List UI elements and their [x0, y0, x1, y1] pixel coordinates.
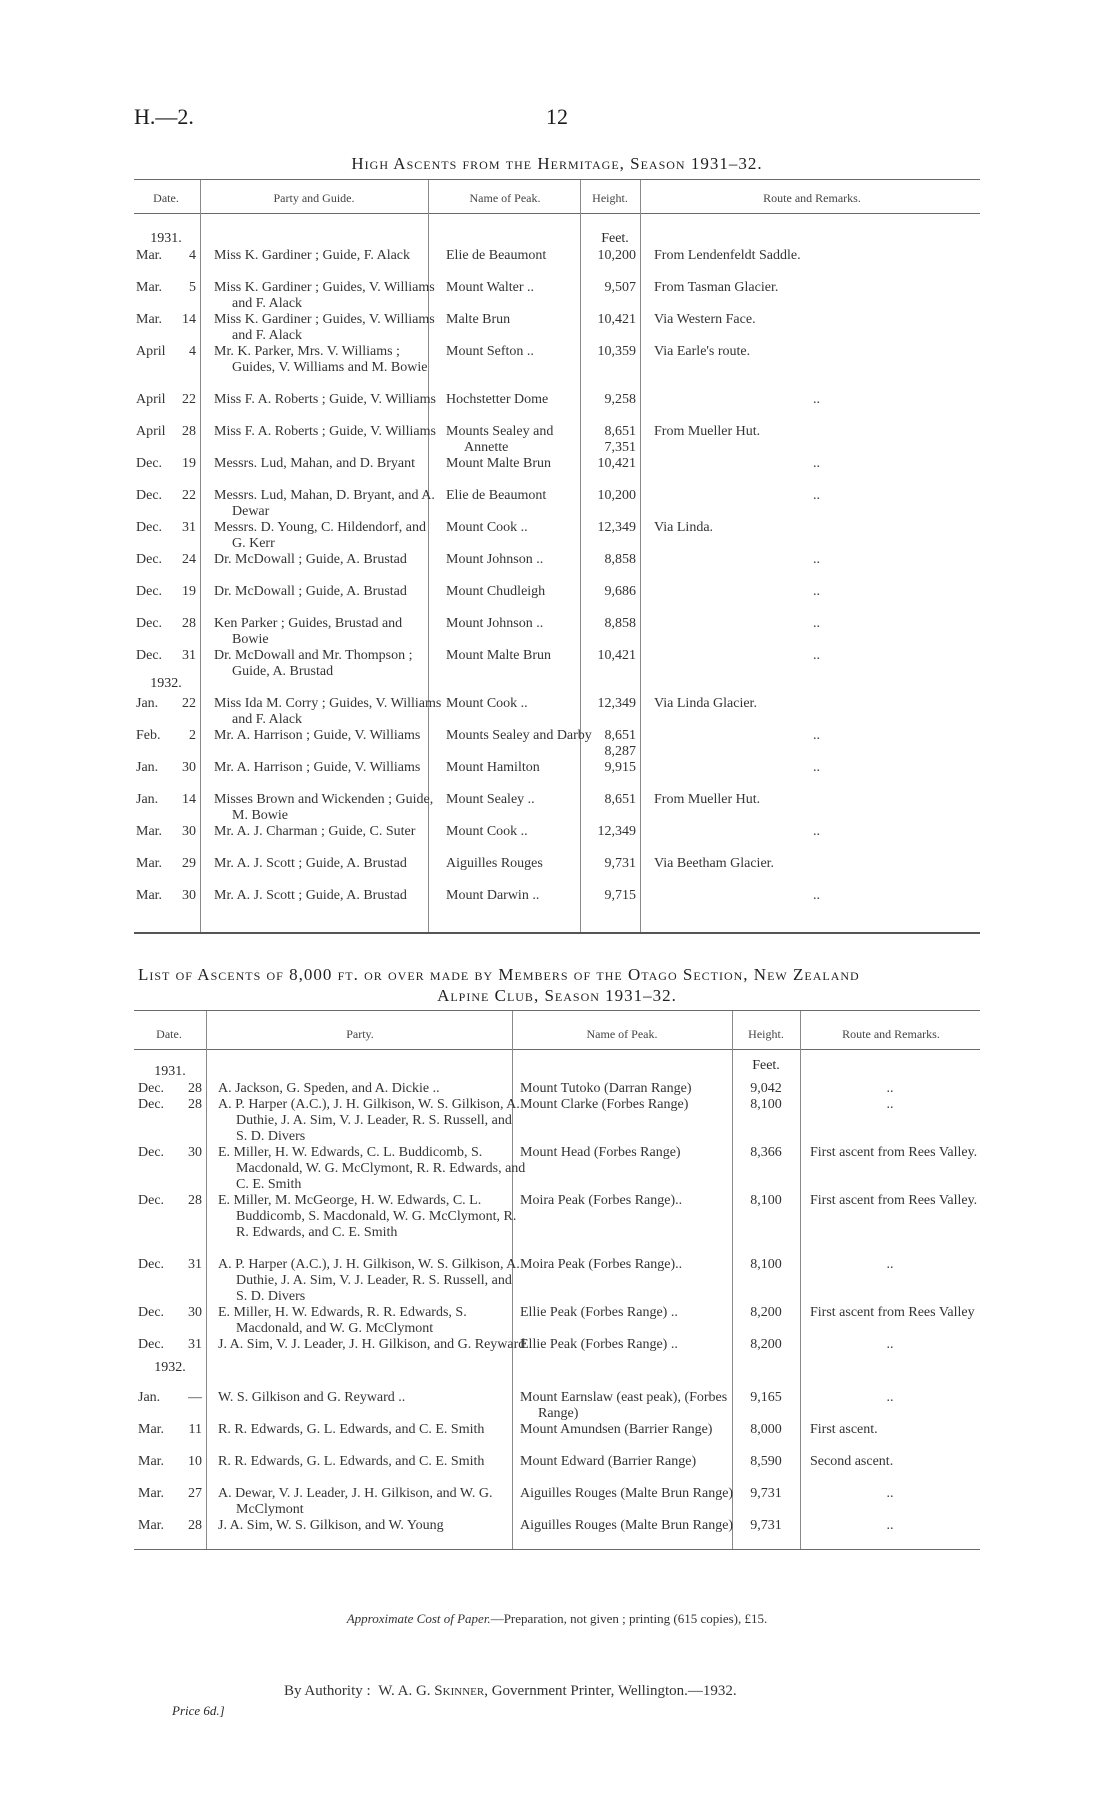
cell-peak: Aiguilles Rouges (Malte Brun Range) — [520, 1518, 734, 1533]
cell-remarks: First ascent from Rees Valley — [810, 1305, 975, 1320]
cell-party: Miss F. A. Roberts ; Guide, V. Williams — [214, 424, 436, 439]
document-code: H.—2. — [134, 104, 194, 129]
cell-party: R. R. Edwards, G. L. Edwards, and C. E. Smith — [218, 1422, 485, 1437]
printer-name: W. A. G. Skinner — [378, 1683, 485, 1699]
cell-height: 9,165 — [750, 1390, 782, 1405]
cell-height: 10,421 — [597, 648, 636, 663]
cell-party: J. A. Sim, V. J. Leader, J. H. Gilkison, and G. Reyward — [218, 1337, 526, 1352]
cell-peak: Mount Johnson .. — [446, 552, 544, 567]
cell-height: 9,915 — [604, 760, 636, 775]
cell-month: Mar. — [138, 1422, 165, 1437]
cell-month: Dec. — [138, 1193, 165, 1208]
table2-header-peak: Name of Peak. — [586, 1027, 658, 1041]
cell-day: 30 — [182, 888, 196, 903]
cell-remarks: Via Linda. — [654, 520, 714, 535]
cell-day: 19 — [182, 584, 196, 599]
cell-height: 12,349 — [597, 696, 636, 711]
cell-party: E. Miller, H. W. Edwards, C. L. Buddicomb, S. Macdonald, W. G. McClymont, R. R. Edwards, and C. E. Smith — [218, 1145, 526, 1192]
cell-day: 14 — [182, 312, 196, 327]
cell-peak: Mount Amundsen (Barrier Range) — [520, 1422, 713, 1437]
cell-party: J. A. Sim, W. S. Gilkison, and W. Young — [218, 1518, 444, 1533]
cell-remarks: .. — [813, 488, 820, 503]
cell-peak: Moira Peak (Forbes Range).. — [520, 1193, 683, 1208]
cell-height: 9,686 — [604, 584, 636, 599]
cell-party: Mr. A. J. Scott ; Guide, A. Brustad — [214, 888, 407, 903]
table2-header-height: Height. — [748, 1027, 784, 1041]
cell-month: Dec. — [136, 552, 163, 567]
cell-month: April — [136, 424, 166, 439]
cell-month: Mar. — [136, 888, 163, 903]
cell-remarks: .. — [813, 728, 820, 743]
cell-month: Mar. — [138, 1518, 165, 1533]
cell-month: Jan. — [136, 696, 159, 711]
cell-month: Jan. — [138, 1390, 161, 1405]
cell-remarks: .. — [813, 456, 820, 471]
cell-month: Jan. — [136, 760, 159, 775]
cell-peak: Mount Johnson .. — [446, 616, 544, 631]
cell-remarks: .. — [813, 760, 820, 775]
cell-height: 8,651 8,287 — [604, 728, 636, 759]
cell-height: 10,421 — [597, 456, 636, 471]
cell-height: 8,100 — [750, 1257, 782, 1272]
cell-peak: Aiguilles Rouges (Malte Brun Range) — [520, 1486, 734, 1501]
cell-height: 10,359 — [597, 344, 636, 359]
cell-peak: Mount Cook .. — [446, 520, 528, 535]
cell-day: 28 — [182, 424, 196, 439]
cell-month: Dec. — [136, 520, 163, 535]
cell-height: 10,200 — [597, 488, 636, 503]
page-number: 12 — [546, 104, 568, 129]
cell-party: A. P. Harper (A.C.), J. H. Gilkison, W. S. Gilkison, A. Duthie, J. A. Sim, V. J. Leader, R. S. Russell, and S. D. Divers — [218, 1257, 520, 1304]
table2-header-party: Party. — [346, 1027, 374, 1041]
year-label: 1931. — [150, 231, 182, 246]
price-note: Price 6d.] — [172, 1703, 225, 1718]
cell-party: Mr. A. Harrison ; Guide, V. Williams — [214, 728, 421, 743]
cell-height: 8,651 7,351 — [604, 424, 636, 455]
table2-divider — [206, 1011, 207, 1549]
cell-height: 8,200 — [750, 1337, 782, 1352]
cell-party: Messrs. D. Young, C. Hildendorf, and G. Kerr — [214, 520, 426, 551]
cell-remarks: From Tasman Glacier. — [654, 280, 779, 295]
cell-day: 31 — [182, 648, 196, 663]
cell-remarks: First ascent from Rees Valley. — [810, 1193, 978, 1208]
cell-peak: Mount Hamilton — [446, 760, 540, 775]
authority-prefix: By Authority : — [284, 1683, 371, 1699]
cell-party: Messrs. Lud, Mahan, D. Bryant, and A. Dewar — [214, 488, 435, 519]
cell-height: 8,858 — [604, 616, 636, 631]
cell-day: 22 — [182, 696, 196, 711]
cell-day: 5 — [189, 280, 196, 295]
authority-line — [284, 1683, 737, 1700]
cell-month: Dec. — [138, 1145, 165, 1160]
cell-height: 9,715 — [604, 888, 636, 903]
cell-remarks: .. — [886, 1097, 894, 1112]
table1-header-rule — [134, 213, 980, 214]
cell-day: 28 — [188, 1193, 202, 1208]
authority-suffix: , Government Printer, Wellington.—1932. — [484, 1683, 737, 1699]
table1-divider — [200, 180, 201, 932]
cell-party: W. S. Gilkison and G. Reyward .. — [218, 1390, 406, 1405]
table2-header-remarks: Route and Remarks. — [842, 1027, 940, 1041]
year-label: 1931. — [154, 1064, 186, 1079]
cell-remarks: From Mueller Hut. — [654, 424, 761, 439]
cell-remarks: From Mueller Hut. — [654, 792, 761, 807]
cell-peak: Mount Edward (Barrier Range) — [520, 1454, 697, 1469]
cell-peak: Mount Head (Forbes Range) — [520, 1145, 681, 1160]
cell-day: 30 — [182, 824, 196, 839]
cell-day: 4 — [189, 344, 196, 359]
cost-note — [0, 1611, 1114, 1627]
cell-remarks: First ascent. — [810, 1422, 878, 1437]
cell-height: 9,731 — [750, 1486, 782, 1501]
cell-height: 10,421 — [597, 312, 636, 327]
cell-party: A. Dewar, V. J. Leader, J. H. Gilkison, and W. G. McClymont — [218, 1486, 493, 1517]
table1-header-peak: Name of Peak. — [469, 191, 541, 205]
table2-title-line2: Alpine Club, Season 1931–32. — [437, 986, 677, 1005]
cell-day: — — [188, 1390, 202, 1405]
cell-height: 9,042 — [750, 1081, 782, 1096]
cell-day: 24 — [182, 552, 196, 567]
cell-party: Dr. McDowall ; Guide, A. Brustad — [214, 552, 407, 567]
cell-month: Dec. — [136, 456, 163, 471]
cell-month: Mar. — [138, 1454, 165, 1469]
cell-remarks: .. — [813, 584, 820, 599]
cell-peak: Mount Malte Brun — [446, 648, 551, 663]
cell-month: Dec. — [138, 1257, 165, 1272]
cell-party: Dr. McDowall and Mr. Thompson ; Guide, A. Brustad — [214, 648, 413, 679]
table1-top-rule — [134, 179, 980, 180]
cell-month: Mar. — [136, 856, 163, 871]
cell-party: Mr. A. J. Scott ; Guide, A. Brustad — [214, 856, 407, 871]
cell-height: 12,349 — [597, 824, 636, 839]
cell-month: Dec. — [138, 1081, 165, 1096]
cell-remarks: .. — [813, 616, 820, 631]
cell-day: 4 — [189, 248, 196, 263]
cell-peak: Elie de Beaumont — [446, 248, 547, 263]
cell-peak: Mount Malte Brun — [446, 456, 551, 471]
cell-day: 28 — [188, 1097, 202, 1112]
cell-remarks: .. — [813, 888, 820, 903]
cell-peak: Mount Tutoko (Darran Range) — [520, 1081, 692, 1096]
cell-peak: Aiguilles Rouges — [446, 856, 543, 871]
cell-party: Messrs. Lud, Mahan, and D. Bryant — [214, 456, 416, 471]
cell-peak: Mount Cook .. — [446, 824, 528, 839]
cell-height: 8,651 — [604, 792, 636, 807]
cell-month: Mar. — [136, 280, 163, 295]
cell-height: 8,858 — [604, 552, 636, 567]
cell-height: 8,366 — [750, 1145, 782, 1160]
cell-day: 14 — [182, 792, 196, 807]
cell-peak: Elie de Beaumont — [446, 488, 547, 503]
cell-month: Mar. — [136, 248, 163, 263]
cell-day: 2 — [189, 728, 196, 743]
table1-title: High Ascents from the Hermitage, Season 1931–32. — [351, 154, 763, 173]
cell-height: 9,731 — [750, 1518, 782, 1533]
cell-day: 30 — [182, 760, 196, 775]
cell-peak: Mount Sefton .. — [446, 344, 534, 359]
cell-day: 10 — [188, 1454, 202, 1469]
cell-month: Dec. — [138, 1337, 165, 1352]
cell-peak: Ellie Peak (Forbes Range) .. — [520, 1305, 678, 1320]
cell-month: Dec. — [136, 584, 163, 599]
table2-header-date: Date. — [156, 1027, 182, 1041]
cell-party: Misses Brown and Wickenden ; Guide, M. Bowie — [214, 792, 434, 823]
cell-month: Mar. — [138, 1486, 165, 1501]
cell-remarks: From Lendenfeldt Saddle. — [654, 248, 801, 263]
cost-label: Approximate Cost of Paper. — [346, 1611, 491, 1626]
cell-month: Dec. — [136, 488, 163, 503]
table2-title-line1: List of Ascents of 8,000 ft. or over made by Members of the Otago Section, New Zealand — [138, 965, 860, 984]
cell-party: Mr. A. J. Charman ; Guide, C. Suter — [214, 824, 416, 839]
cell-party: Ken Parker ; Guides, Brustad and Bowie — [214, 616, 403, 647]
cell-month: April — [136, 392, 166, 407]
cell-peak: Mounts Sealey and Darby — [446, 728, 592, 743]
cell-party: A. Jackson, G. Speden, and A. Dickie .. — [218, 1081, 440, 1096]
cell-day: 22 — [182, 392, 196, 407]
cell-party: Miss K. Gardiner ; Guide, F. Alack — [214, 248, 411, 263]
cell-remarks: Via Beetham Glacier. — [654, 856, 775, 871]
cell-day: 29 — [182, 856, 196, 871]
cell-day: 28 — [188, 1081, 202, 1096]
cell-day: 22 — [182, 488, 196, 503]
cell-height: 8,100 — [750, 1097, 782, 1112]
cell-peak: Moira Peak (Forbes Range).. — [520, 1257, 683, 1272]
cell-height: 9,507 — [604, 280, 636, 295]
cell-party: R. R. Edwards, G. L. Edwards, and C. E. Smith — [218, 1454, 485, 1469]
cell-peak: Malte Brun — [446, 312, 511, 327]
cell-peak: Mount Darwin .. — [446, 888, 540, 903]
cell-height: 10,200 — [597, 248, 636, 263]
cell-peak: Mount Earnslaw (east peak), (Forbes Range) — [520, 1390, 728, 1421]
cell-party: E. Miller, H. W. Edwards, R. R. Edwards, S. Macdonald, and W. G. McClymont — [218, 1305, 467, 1336]
cell-month: Dec. — [136, 648, 163, 663]
cell-day: 30 — [188, 1145, 202, 1160]
cell-day: 30 — [188, 1305, 202, 1320]
cell-remarks: .. — [886, 1518, 894, 1533]
cell-day: 27 — [188, 1486, 202, 1501]
cell-height: 8,100 — [750, 1193, 782, 1208]
cell-party: Miss K. Gardiner ; Guides, V. Williams and F. Alack — [214, 312, 435, 343]
cell-month: Feb. — [136, 728, 161, 743]
cost-text: —Preparation, not given ; printing (615 copies), £15. — [490, 1611, 768, 1626]
cell-peak: Mount Chudleigh — [446, 584, 546, 599]
cell-month: Dec. — [138, 1305, 165, 1320]
cell-party: Miss Ida M. Corry ; Guides, V. Williams and F. Alack — [214, 696, 442, 727]
cell-month: April — [136, 344, 166, 359]
cell-party: Mr. A. Harrison ; Guide, V. Williams — [214, 760, 421, 775]
cell-height: 9,731 — [604, 856, 636, 871]
table1-header-party: Party and Guide. — [273, 191, 355, 205]
cell-remarks: .. — [813, 648, 820, 663]
cell-day: 28 — [182, 616, 196, 631]
table1-header-height: Height. — [592, 191, 628, 205]
table2-top-rule — [134, 1010, 980, 1011]
cell-height: 8,000 — [750, 1422, 782, 1437]
cell-remarks: .. — [886, 1257, 894, 1272]
cell-day: 11 — [188, 1422, 202, 1437]
cell-party: E. Miller, M. McGeorge, H. W. Edwards, C. L. Buddicomb, S. Macdonald, W. G. McClymont, R. R. Edwards, and C. E. Smith — [218, 1193, 517, 1240]
cell-height: 12,349 — [597, 520, 636, 535]
cell-remarks: Via Earle's route. — [654, 344, 751, 359]
cell-peak: Hochstetter Dome — [446, 392, 549, 407]
cell-day: 31 — [182, 520, 196, 535]
cell-day: 19 — [182, 456, 196, 471]
cell-day: 31 — [188, 1337, 202, 1352]
cell-party: Dr. McDowall ; Guide, A. Brustad — [214, 584, 407, 599]
cell-day: 28 — [188, 1518, 202, 1533]
cell-remarks: .. — [813, 392, 820, 407]
cell-party: Miss K. Gardiner ; Guides, V. Williams and F. Alack — [214, 280, 435, 311]
cell-remarks: .. — [886, 1081, 894, 1096]
cell-peak: Mount Sealey .. — [446, 792, 535, 807]
cell-day: 31 — [188, 1257, 202, 1272]
cell-peak: Mount Walter .. — [446, 280, 535, 295]
table2-bottom-rule — [134, 1549, 980, 1550]
cell-remarks: .. — [886, 1337, 894, 1352]
table1-bottom-rule — [134, 932, 980, 934]
cell-party: Mr. K. Parker, Mrs. V. Williams ; Guides, V. Williams and M. Bowie — [214, 344, 428, 375]
cell-peak: Mount Clarke (Forbes Range) — [520, 1097, 689, 1112]
cell-month: Dec. — [138, 1097, 165, 1112]
table2-header-rule — [134, 1049, 980, 1050]
cell-remarks: Via Linda Glacier. — [654, 696, 757, 711]
cell-peak: Ellie Peak (Forbes Range) .. — [520, 1337, 678, 1352]
cell-party: A. P. Harper (A.C.), J. H. Gilkison, W. S. Gilkison, A. Duthie, J. A. Sim, V. J. Leader, R. S. Russell, and S. D. Divers — [218, 1097, 520, 1144]
cell-month: Mar. — [136, 824, 163, 839]
cell-remarks: Second ascent. — [810, 1454, 894, 1469]
cell-month: Dec. — [136, 616, 163, 631]
cell-height: 9,258 — [604, 392, 636, 407]
cell-peak: Mounts Sealey and Annette — [446, 424, 554, 455]
cell-height: 8,590 — [750, 1454, 782, 1469]
cell-remarks: Via Western Face. — [654, 312, 756, 327]
height-unit: Feet. — [752, 1058, 780, 1073]
table1-header-date: Date. — [153, 191, 179, 205]
cell-month: Mar. — [136, 312, 163, 327]
cell-remarks: First ascent from Rees Valley. — [810, 1145, 978, 1160]
height-unit: Feet. — [601, 231, 629, 246]
cell-remarks: .. — [813, 552, 820, 567]
cell-party: Miss F. A. Roberts ; Guide, V. Williams — [214, 392, 436, 407]
cell-month: Jan. — [136, 792, 159, 807]
cell-remarks: .. — [886, 1486, 894, 1501]
cell-remarks: .. — [886, 1390, 894, 1405]
cell-remarks: .. — [813, 824, 820, 839]
table1-header-remarks: Route and Remarks. — [763, 191, 861, 205]
cell-height: 8,200 — [750, 1305, 782, 1320]
cell-peak: Mount Cook .. — [446, 696, 528, 711]
year-label: 1932. — [150, 676, 182, 691]
year-label: 1932. — [154, 1360, 186, 1375]
